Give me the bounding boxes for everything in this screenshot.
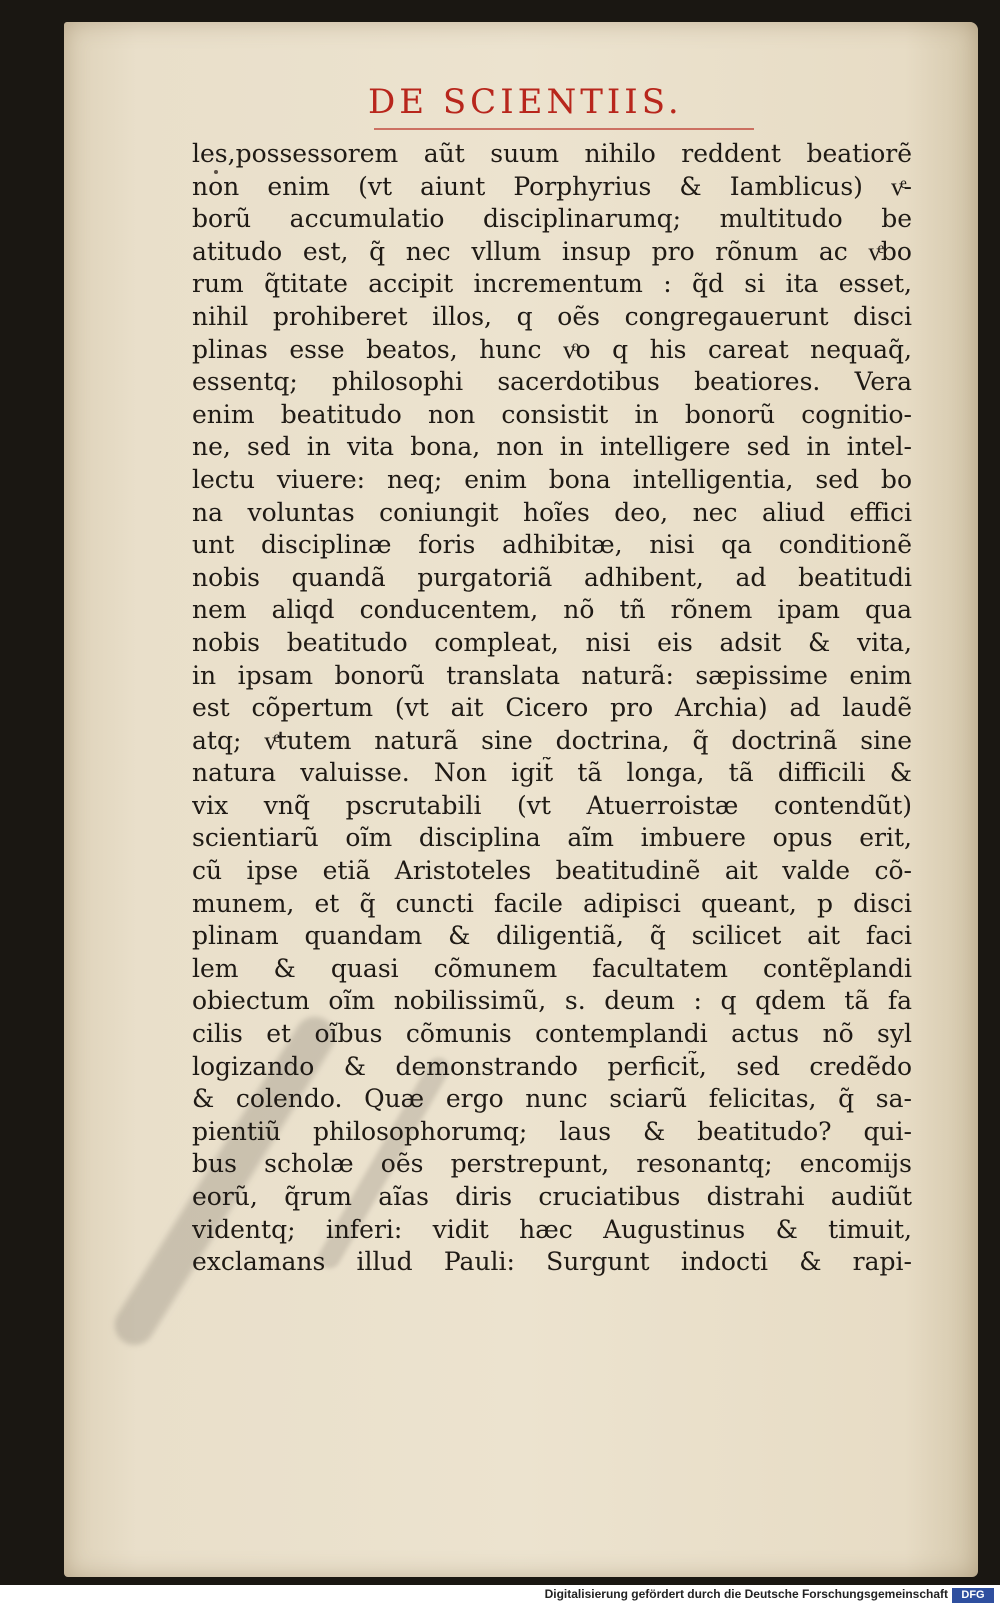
text-line: scientiarũ oĩm disciplina aĩm imbuere opus erit, xyxy=(192,823,912,853)
text-line: atq; vͤtutem naturã sine doctrina, q̃ doctrinã sine xyxy=(192,725,912,755)
text-line: & colendo. Quæ ergo nunc sciarũ felicitas, q̃ sa- xyxy=(192,1084,912,1114)
text-line: obiectum oĩm nobilissimũ, s. deum : q qdem tã fa xyxy=(192,986,912,1016)
text-line: rum q̃titate accipit incrementum : q̃d si ita esset, xyxy=(192,269,912,299)
body-text xyxy=(192,138,912,1279)
digitization-credit: Digitalisierung gefördert durch die Deutsche Forschungsgemeinschaft xyxy=(544,1587,948,1601)
text-line: vix vnq̃ pscrutabili (vt Atuerroistæ contendũt) xyxy=(192,790,912,820)
text-line: logizando & demonstrando perficit̃, sed credẽdo xyxy=(192,1051,912,1081)
text-line: ne, sed in vita bona, non in intelligere sed in intel- xyxy=(192,432,912,462)
text-line: unt disciplinæ foris adhibitæ, nisi qa conditionẽ xyxy=(192,530,912,560)
text-line: atitudo est, q̃ nec vllum insup pro rõnum ac vͤbo xyxy=(192,236,912,266)
text-line: pientiũ philosophorumq; laus & beatitudo? qui- xyxy=(192,1116,912,1146)
text-line: nobis beatitudo compleat, nisi eis adsit & vita, xyxy=(192,627,912,657)
dfg-logo: DFG xyxy=(952,1588,994,1603)
text-line: videntq; inferi: vidit hæc Augustinus & timuit, xyxy=(192,1214,912,1244)
text-line: bus scholæ oẽs perstrepunt, resonantq; encomijs xyxy=(192,1149,912,1179)
text-line: exclamans illud Pauli: Surgunt indocti & rapi- xyxy=(192,1247,912,1277)
text-line: cilis et oĩbus cõmunis contemplandi actus nõ syl xyxy=(192,1019,912,1049)
running-head: DE SCIENTIIS. xyxy=(368,82,683,122)
footer-bar xyxy=(0,1585,1000,1607)
text-line: lem & quasi cõmunem facultatem contẽplandi xyxy=(192,953,912,983)
text-line: nobis quandã purgatoriã adhibent, ad beatitudi xyxy=(192,562,912,592)
text-line: lectu viuere: neq; enim bona intelligentia, sed bo xyxy=(192,464,912,494)
text-line: non enim (vt aiunt Porphyrius & Iamblicus) vͤ- xyxy=(192,171,912,201)
text-line: les,possessorem aũt suum nihilo reddent beatiorẽ xyxy=(192,139,912,168)
text-line: munem, et q̃ cuncti facile adipisci queant, p disci xyxy=(192,888,912,918)
text-line: plinam quandam & diligentiã, q̃ scilicet ait faci xyxy=(192,921,912,951)
text-line: nem aliqd conducentem, nõ tñ rõnem ipam qua xyxy=(192,595,912,625)
running-head-underline xyxy=(374,128,754,130)
text-line: cũ ipse etiã Aristoteles beatitudinẽ ait valde cõ- xyxy=(192,856,912,886)
text-line: est cõpertum (vt ait Cicero pro Archia) ad laudẽ xyxy=(192,693,912,723)
text-line: nihil prohiberet illos, q oẽs congregauerunt disci xyxy=(192,301,912,331)
text-line: na voluntas coniungit hoĩes deo, nec aliud effici xyxy=(192,497,912,527)
text-line: borũ accumulatio disciplinarumq; multitudo be xyxy=(192,204,912,234)
text-line: essentq; philosophi sacerdotibus beatiores. Vera xyxy=(192,367,912,397)
text-line: in ipsam bonorũ translata naturã: sæpissime enim xyxy=(192,660,912,690)
text-line: eorũ, q̃rum aĩas diris cruciatibus distrahi audiũt xyxy=(192,1182,912,1211)
text-line: enim beatitudo non consistit in bonorũ cognitio- xyxy=(192,399,912,429)
text-line: natura valuisse. Non igit̃ tã longa, tã difficili & xyxy=(192,758,912,788)
text-line: plinas esse beatos, hunc vͦo q his careat nequaq̃, xyxy=(192,334,912,364)
